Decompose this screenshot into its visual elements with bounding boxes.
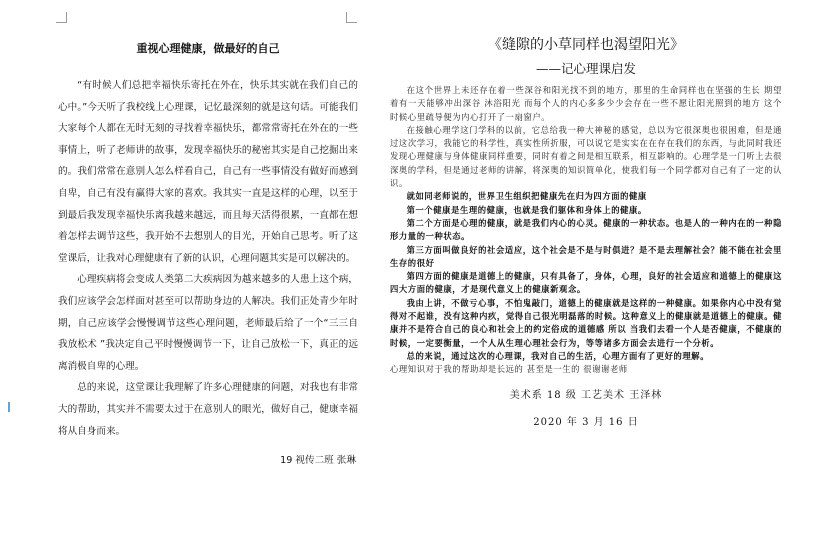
author-class-line: 美术系 18 级 工艺美术 王泽林 [509, 389, 663, 401]
right-paragraph: 第一个健康是生理的健康，也就是我们躯体和身体上的健康。 [406, 204, 647, 215]
left-page [58, 42, 358, 468]
right-page-subtitle: ——记心理课启发 [535, 61, 636, 76]
date-line: 2020 年 3 月 16 日 [533, 416, 639, 428]
right-paragraph: 在这个世界上未还存在着一些深谷和阳光找不到的地方，那里的生命同样也在坚强的生长 期望着有一天能够冲出深谷 沐浴阳光 而每个人的内心多多少少会存在一些不愿让阳光照到的地方 这个时候心里疏导便为内心打开了一扇窗户。 [390, 85, 782, 122]
right-paragraph: 在接触心理学这门学科的以前，它总给我一种大神秘的感觉，总以为它很深奥也很困难，但是通过这次学习，我能它的科学性，真实性所折服，可以说它是实实在在存在我们的东西，与此同时我还发现心理健康与身体健康同样重要，同时有着之间是相互联系，相互影响的。心理学是一门听上去很深奥的学科，但是通过老师的讲解，将深奥的知识简单化，使我们每一个同学都对自己有了一定的认识。 [390, 124, 782, 189]
right-paragraph: 第四方面的健康是道德上的健康，只有具备了，身体，心理，良好的社会适应和道德上的健康这四大方面的健康，才是现代意义上的健康新观念。 [390, 271, 782, 295]
right-paragraph: 就如同老师说的，世界卫生组织把健康先在归为四方面的健康 [406, 191, 647, 202]
left-paragraph: 心理疾病将会变成人类第二大疾病因为越来越多的人患上这个病，我们应该学会怎样面对甚至可以帮助身边的人解决。我们正处青少年时期，自己应该学会慢慢调节这些心理问题，老师最后给了一个“三三自我放松术 ”我决定自己平时慢慢调节一下，让自己放松一下，真正的远离消极自卑的心理。 [58, 274, 358, 372]
right-paragraph: 心理知识对于我的帮助却是长远的 甚至是一生的 很谢谢老师 [390, 364, 628, 375]
page-corner-marker-right [346, 12, 357, 23]
right-page-body [390, 84, 782, 377]
left-paragraph: “有时候人们总把幸福快乐寄托在外在，快乐其实就在我们自己的心中。”今天听了我校线上心理课，记忆最深刻的就是这句话。可能我们大家每个人都在无时无刻的寻找着幸福快乐，都常常寄托在外在的一些事情上，听了老师讲的故事，发现幸福快乐的秘密其实是自己挖掘出来的。我们常常在意别人怎么样看自己，自己有一些事情没有做好而感到自卑，自己有没有赢得大家的喜欢。我其实一直是这样的心理，以至于到最后我发现幸福快乐离我越来越远，而且每天活得很累，一直都在想着怎样去调节这些，我开始不去想别人的目光，开始自己思考。听了这堂课后，让我对心理健康有了新的认识，心理问题其实是可以解决的。 [58, 80, 358, 264]
left-paragraph: 总的来说，这堂课让我理解了许多心理健康的问题，对我也有非常大的帮助，其实并不需要太过于在意别人的眼光，做好自己，健康幸福将从自身而来。 [58, 382, 358, 437]
right-paragraph: 总的来说，通过这次的心理课，我对自己的生活，心理方面有了更好的理解。 [406, 350, 710, 361]
left-page-title: 重视心理健康，做最好的自己 [136, 42, 280, 55]
left-page-signature: 19 视传二班 张琳 [280, 455, 356, 467]
text-cursor-marker [8, 402, 14, 412]
right-paragraph: 我由上讲，不做亏心事，不怕鬼敲门，道德上的健康就是这样的一种健康。如果你内心中没有觉得对不起谁，没有这种内疚，觉得自己很光明磊落的时候。这种意义上的健康就是道德上的健康。健康并不是符合自己的良心和社会上的约定俗成的道德感 所以 当我们去看一个人是否健康，不健康的时候，一定要衡量，一个人从生理心理社会行为，等等诸多方面会去进行一个分析。 [390, 297, 782, 348]
right-paragraph: 第二个方面是心理的健康，就是我们内心的心灵。健康的一种状态。也是人的一种内在的一种隐形力量的一种状态。 [390, 217, 782, 242]
right-page [390, 34, 782, 430]
page-corner-marker-left [56, 12, 67, 23]
right-page-title: 《缝隙的小草同样也渴望阳光》 [488, 37, 684, 53]
right-paragraph: 第三方面叫做良好的社会适应，这个社会是不是与时俱进？是不是去理解社会？能不能在社会里生存的很好 [390, 244, 782, 268]
